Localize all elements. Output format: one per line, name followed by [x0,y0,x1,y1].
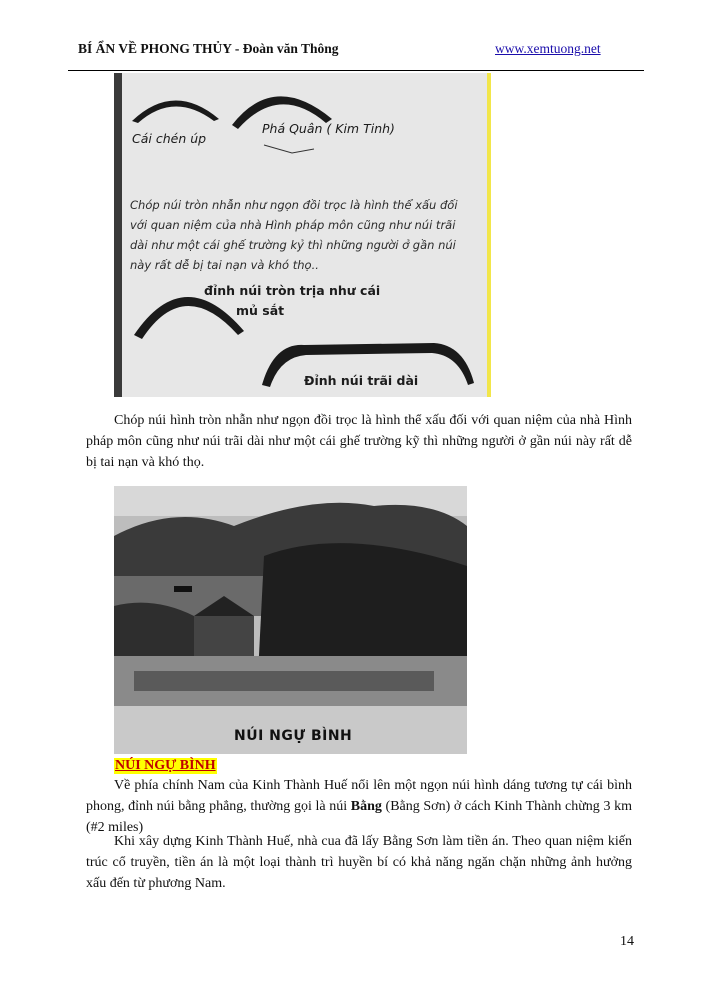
label-round-peak-1: đỉnh núi tròn trịa như cái [204,283,381,298]
figure-scan-edge-left [114,73,122,397]
paragraph-mountain-shapes: Chóp núi hình tròn nhẫn như ngọn đồi trọc là hình thể xấu đối với quan niệm của nhà Hình pháp môn cũng như núi trãi dài như một cái ghế trường kỹ thì những người ở gần núi này rất dễ bị tai nạn và khó thọ. [86,413,632,470]
header-divider [68,70,644,71]
section-p1-bold: Bằng [350,799,382,814]
page-number: 14 [620,934,634,949]
website-link[interactable]: www.xemtuong.net [495,41,601,56]
photo-caption: NÚI NGỰ BÌNH [234,728,353,744]
section-paragraph-1 [86,775,632,838]
label-long-peak: Đỉnh núi trãi dài [304,373,419,388]
section-paragraph-2: Khi xây dựng Kinh Thành Huế, nhà cua đã lấy Bằng Sơn làm tiền án. Theo quan niệm kiến trúc cổ truyền, tiền án là một loại thành trì huyền bí có khả năng ngăn chặn những ảnh hưởng xấu đến từ phương Nam. [86,834,632,891]
ngu-binh-photo [114,486,467,754]
ngu-binh-photo-drawing [114,486,467,754]
section-p1-text-after: (Bằng Sơn) ở cách Kinh Thành chừng 3 km (#2 miles) [86,799,632,835]
section-p1-text: Về phía chính Nam của Kinh Thành Huế nổi lên một ngọn núi hình dáng tương tự cái bình phong, đỉnh núi bằng phẳng, thường gọi là núi [86,778,632,814]
label-pha-quan: Phá Quân ( Kim Tinh) [262,121,395,136]
figure-scan-text: Chóp núi tròn nhẫn như ngọn đồi trọc là hình thể xấu đối với quan niệm của nhà Hình pháp môn cũng như núi trãi dài như một cái ghế trường kỷ thì những người ở gần núi này rất dễ bị tai nạn và khó thọ.. [130,198,458,272]
label-cup: Cái chén úp [132,131,207,146]
header-title: BÍ ẨN VỀ PHONG THỦY - Đoàn văn Thông [78,41,339,56]
section-title: NÚI NGỰ BÌNH [115,758,216,773]
figure-scan-edge-right [487,73,491,397]
label-round-peak-2: mủ sắt [236,303,285,318]
mountain-shapes-figure [114,73,487,397]
